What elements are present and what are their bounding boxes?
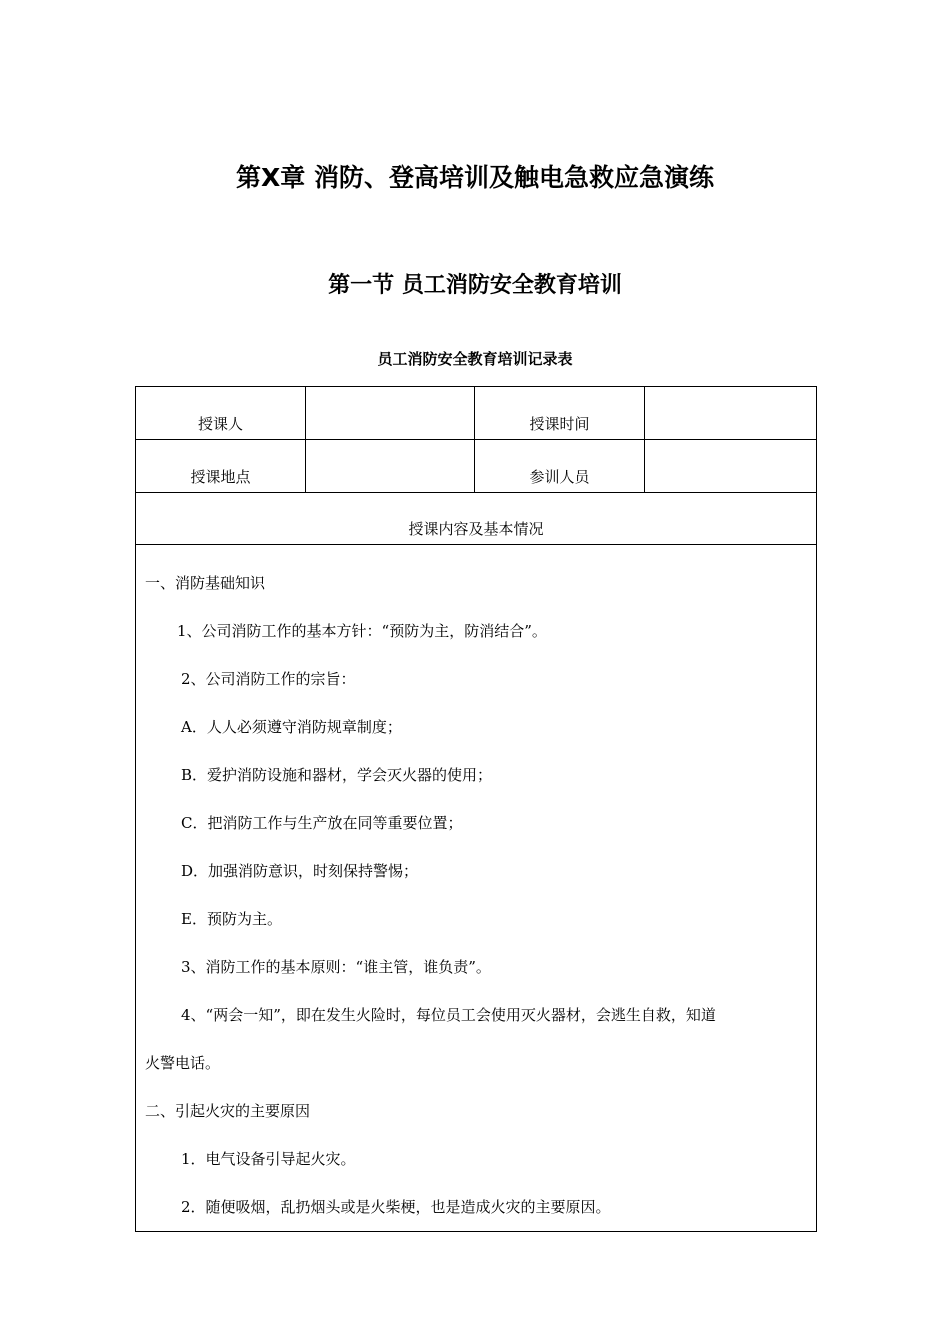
instructor-value[interactable] — [306, 387, 475, 440]
section-title: 第一节 员工消防安全教育培训 — [328, 273, 622, 298]
content-item-4-line2: 火警电话。 — [145, 1054, 221, 1072]
content-item-4-line1: 4、“两会一知”，即在发生火险时，每位员工会使用灭火器材，会逃生自救，知道 — [181, 1006, 716, 1024]
content-item-c: C．把消防工作与生产放在同等重要位置； — [181, 814, 463, 832]
content-item-3: 3、消防工作的基本原则：“谁主管，谁负责”。 — [181, 958, 491, 976]
content-item-d: D．加强消防意识，时刻保持警惕； — [181, 862, 419, 880]
content-heading-2: 二、引起火灾的主要原因 — [145, 1102, 311, 1120]
cause-item-2: 2．随便吸烟，乱扔烟头或是火柴梗，也是造成火灾的主要原因。 — [181, 1198, 611, 1216]
chapter-title: 第X章 消防、登高培训及触电急救应急演练 — [236, 163, 714, 192]
content-item-2: 2、公司消防工作的宗旨： — [181, 670, 356, 688]
content-item-b: B．爱护消防设施和器材，学会灭火器的使用； — [181, 766, 493, 784]
table-row — [136, 493, 817, 545]
table-row — [136, 440, 817, 493]
training-record-table — [135, 386, 817, 1232]
training-time-value[interactable] — [645, 387, 817, 440]
content-item-a: A．人人必须遵守消防规章制度； — [181, 718, 402, 736]
table-title: 员工消防安全教育培训记录表 — [377, 350, 573, 368]
table-row — [136, 545, 817, 1232]
content-item-1: 1、公司消防工作的基本方针：“预防为主，防消结合”。 — [177, 622, 547, 640]
training-location-label: 授课地点 — [136, 440, 306, 493]
participants-label: 参训人员 — [475, 440, 645, 493]
training-location-value[interactable] — [306, 440, 475, 493]
table-row — [136, 387, 817, 440]
content-header: 授课内容及基本情况 — [136, 493, 817, 545]
instructor-label: 授课人 — [136, 387, 306, 440]
training-time-label: 授课时间 — [475, 387, 645, 440]
cause-item-1: 1．电气设备引导起火灾。 — [181, 1150, 356, 1168]
participants-value[interactable] — [645, 440, 817, 493]
content-body — [136, 545, 817, 1232]
content-heading-1: 一、消防基础知识 — [145, 574, 266, 592]
content-item-e: E．预防为主。 — [181, 910, 282, 928]
